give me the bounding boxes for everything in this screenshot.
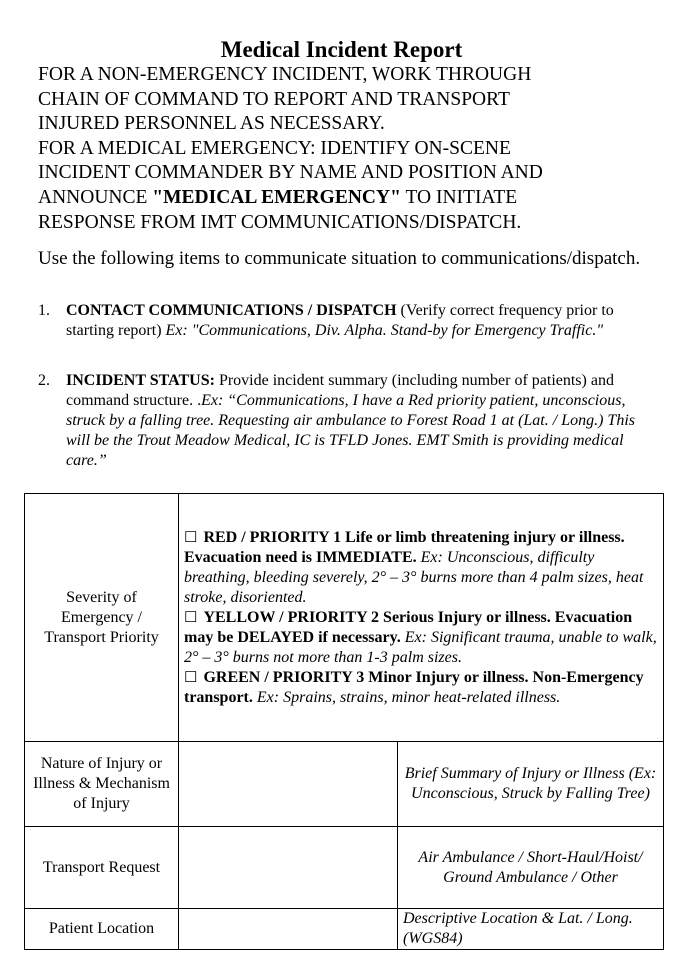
patient-location-hint: Descriptive Location & Lat. / Long. (WGS84) xyxy=(398,909,664,950)
checkbox-icon[interactable]: ☐ xyxy=(184,669,198,686)
instruction-line xyxy=(38,186,658,211)
table-row-severity xyxy=(25,494,664,742)
instruction-line: INCIDENT COMMANDER BY NAME AND POSITION AND xyxy=(38,162,543,184)
instruction-line: FOR A NON-EMERGENCY INCIDENT, WORK THROUGH xyxy=(38,64,532,85)
list-item-body: (Verify correct frequency prior to starting report) xyxy=(66,302,614,339)
nature-of-injury-label: Nature of Injury or Illness & Mechanism of Injury xyxy=(25,742,179,827)
table-row-patient-location xyxy=(25,909,664,950)
instruction-line: FOR A MEDICAL EMERGENCY: IDENTIFY ON-SCENE xyxy=(38,137,511,159)
priority-example: Ex: Sprains, strains, minor heat-related illness. xyxy=(256,688,561,706)
priority-example: Ex: Significant trauma, unable to walk, 2° – 3° burns not more than 1-3 palm sizes. xyxy=(184,628,657,666)
checkbox-icon[interactable]: ☐ xyxy=(184,609,198,626)
incident-form-table xyxy=(24,493,664,950)
table-row-transport-request xyxy=(25,827,664,909)
transport-request-hint: Air Ambulance / Short-Haul/Hoist/ Ground Ambulance / Other xyxy=(398,827,664,909)
list-item-heading: CONTACT COMMUNICATIONS / DISPATCH xyxy=(66,302,397,319)
nature-of-injury-hint: Brief Summary of Injury or Illness (Ex: Unconscious, Struck by Falling Tree) xyxy=(398,742,664,827)
list-item-example: Ex: "Communications, Div. Alpha. Stand-by for Emergency Traffic." xyxy=(165,322,604,339)
medical-emergency-phrase: "MEDICAL EMERGENCY" xyxy=(152,186,401,208)
severity-label: Severity of Emergency / Transport Priority xyxy=(25,494,179,742)
list-item-body: Provide incident summary (including number of patients) and command structure. . xyxy=(66,372,614,409)
table-row-nature-of-injury xyxy=(25,742,664,827)
list-item-heading: INCIDENT STATUS: xyxy=(66,372,215,389)
list-number: 1. xyxy=(38,302,50,319)
instructions-block xyxy=(38,63,658,235)
instruction-line: INJURED PERSONNEL AS NECESSARY. xyxy=(38,113,385,135)
intro-text: Use the following items to communicate situation to communications/dispatch. xyxy=(38,248,641,269)
document-title: Medical Incident Report xyxy=(220,37,463,62)
patient-location-field[interactable] xyxy=(179,909,398,950)
list-item-text xyxy=(66,371,650,471)
priority-example: Ex: Unconscious, difficulty breathing, bleeding severely, 2° – 3° burns more than 4 palm sizes, heat stroke, disoriented. xyxy=(184,548,644,606)
instruction-line: RESPONSE FROM IMT COMMUNICATIONS/DISPATCH. xyxy=(38,211,522,233)
priority-option-yellow[interactable] xyxy=(184,608,658,668)
instruction-text: TO INITIATE xyxy=(400,186,518,208)
list-item-example: Ex: “Communications, I have a Red priority patient, unconscious, struck by a falling tree. Requesting air ambulance to Forest Road 1 at (Lat. / Long.) This will be the Trout Meadow Medical, IC is TFLD Jones. EMT Smith is providing medical care.” xyxy=(66,392,635,469)
list-item-contact-communications xyxy=(38,301,650,341)
nature-of-injury-field[interactable] xyxy=(179,742,398,827)
priority-options-cell xyxy=(179,494,664,742)
checkbox-icon[interactable]: ☐ xyxy=(184,529,198,546)
list-number: 2. xyxy=(38,372,50,389)
priority-heading: GREEN / PRIORITY 3 Minor Injury or illness. Non-Emergency transport. xyxy=(184,668,644,706)
transport-request-label: Transport Request xyxy=(25,827,179,909)
priority-heading: RED / PRIORITY 1 Life or limb threatening injury or illness. Evacuation need is IMMEDIATE. xyxy=(184,528,625,566)
priority-option-red[interactable] xyxy=(184,528,658,608)
priority-heading: YELLOW / PRIORITY 2 Serious Injury or illness. Evacuation may be DELAYED if necessary. xyxy=(184,608,633,646)
transport-request-field[interactable] xyxy=(179,827,398,909)
instruction-text: ANNOUNCE xyxy=(38,186,153,208)
patient-location-label: Patient Location xyxy=(25,909,179,950)
priority-option-green[interactable] xyxy=(184,668,658,708)
list-item-incident-status xyxy=(38,371,650,471)
instruction-line: CHAIN OF COMMAND TO REPORT AND TRANSPORT xyxy=(38,88,510,110)
list-item-text xyxy=(66,301,650,341)
